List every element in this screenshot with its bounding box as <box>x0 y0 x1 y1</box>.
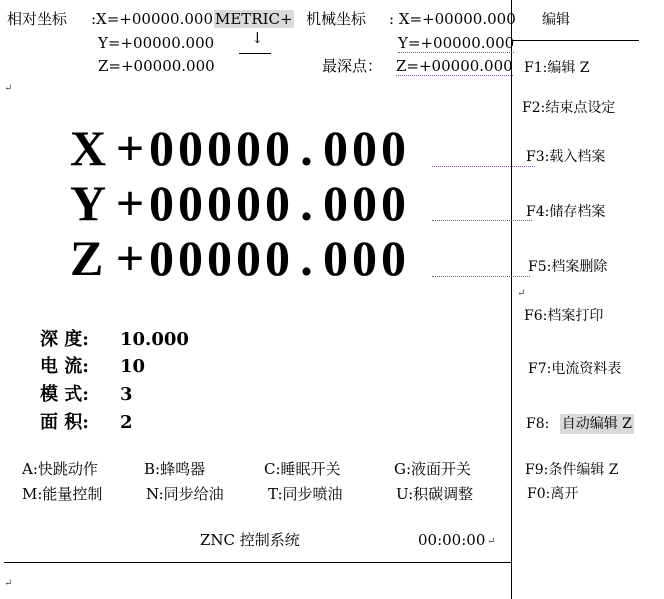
toggle-buzzer[interactable]: B:蜂鸣器 <box>144 460 206 478</box>
x-axis-label: X <box>70 120 109 176</box>
big-x-readout <box>70 122 409 174</box>
toggle-sleep[interactable]: C:睡眠开关 <box>264 460 341 478</box>
toggle-sync-oil-feed[interactable]: N:同步给油 <box>146 485 224 503</box>
paragraph-mark: ↵ <box>487 536 496 547</box>
digit-glyph: 0 <box>352 120 379 176</box>
menu-item-f1-edit-z[interactable]: F1:编辑 Z <box>524 60 590 76</box>
system-name: ZNC 控制系统 <box>200 531 300 549</box>
digit-glyph: 0 <box>178 230 205 286</box>
paragraph-mark: ↵ <box>4 578 13 589</box>
big-y-readout <box>70 177 409 229</box>
digit-glyph: 0 <box>352 230 379 286</box>
arrow-down-icon: ↓ <box>251 29 264 47</box>
z-digits <box>148 230 409 286</box>
depth-label: 深 度: <box>40 329 89 350</box>
toggle-sync-oil-spray[interactable]: T:同步喷油 <box>268 485 343 503</box>
dotted-connector <box>432 166 535 167</box>
digit-glyph: . <box>300 120 315 176</box>
toggle-quick-jump[interactable]: A:快跳动作 <box>22 460 98 478</box>
machine-x-value: : X=+00000.000 <box>389 10 516 28</box>
menu-title-rule <box>512 40 639 41</box>
menu-item-f6-print-file[interactable]: F6:档案打印 <box>524 308 604 324</box>
unit-mode-toggle[interactable]: METRIC+ <box>215 10 293 28</box>
digit-glyph: 0 <box>236 230 263 286</box>
relative-coords-label: 相对坐标 <box>7 10 68 28</box>
digit-glyph: 0 <box>207 175 234 231</box>
menu-item-f5-delete-file[interactable]: F5:档案删除 <box>528 259 608 275</box>
menu-item-f8-auto-edit-z[interactable] <box>526 415 634 433</box>
menu-item-f2-end-point[interactable]: F2:结束点设定 <box>522 100 616 116</box>
digit-glyph: 0 <box>265 175 292 231</box>
menu-item-f7-current-table[interactable]: F7:电流资料表 <box>528 361 622 377</box>
dotted-connector <box>432 220 532 221</box>
digit-glyph: 0 <box>323 175 350 231</box>
machine-y-value: Y=+00000.000 <box>398 34 515 52</box>
y-axis-label: Y <box>70 175 109 231</box>
relative-y-value: Y=+00000.000 <box>98 34 215 52</box>
digit-glyph: 0 <box>323 120 350 176</box>
digit-glyph: 0 <box>352 175 379 231</box>
digit-glyph: 0 <box>149 230 176 286</box>
area-value: 2 <box>120 412 133 433</box>
elapsed-timer: 00:00:00 <box>418 531 486 549</box>
digit-glyph: 0 <box>178 175 205 231</box>
relative-z-value: Z=+00000.000 <box>98 57 215 75</box>
z-sign: + <box>115 230 147 286</box>
y-sign: + <box>115 175 147 231</box>
mode-value: 3 <box>120 384 133 405</box>
digit-glyph: 0 <box>178 120 205 176</box>
digit-glyph: 0 <box>381 230 408 286</box>
current-value: 10 <box>120 356 146 377</box>
arrow-baseline <box>239 53 271 54</box>
digit-glyph: 0 <box>149 120 176 176</box>
digit-glyph: 0 <box>149 175 176 231</box>
deepest-z-value: Z=+00000.000 <box>396 57 513 75</box>
area-label: 面 积: <box>40 412 89 433</box>
footer-rule <box>4 562 511 563</box>
menu-item-f8-key: F8: <box>526 416 550 432</box>
paragraph-mark: ↵ <box>517 288 526 299</box>
menu-item-f4-save-file[interactable]: F4:储存档案 <box>526 204 606 220</box>
toggle-liquid-level[interactable]: G:液面开关 <box>394 460 472 478</box>
digit-glyph: 0 <box>207 230 234 286</box>
menu-item-f8-label: 自动编辑 Z <box>561 416 632 432</box>
digit-glyph: 0 <box>265 230 292 286</box>
z-axis-label: Z <box>70 230 106 286</box>
digit-glyph: 0 <box>381 175 408 231</box>
menu-item-f0-exit[interactable]: F0:离开 <box>527 486 579 502</box>
digit-glyph: 0 <box>236 120 263 176</box>
depth-value: 10.000 <box>120 329 189 350</box>
machine-coords-label: 机械坐标 <box>306 10 367 28</box>
current-label: 电 流: <box>40 356 89 377</box>
toggle-carbon-adjust[interactable]: U:积碳调整 <box>396 485 474 503</box>
vertical-divider <box>511 0 512 599</box>
toggle-energy-control[interactable]: M:能量控制 <box>22 485 103 503</box>
menu-item-f9-condition-edit-z[interactable]: F9:条件编辑 Z <box>525 462 619 478</box>
digit-glyph: 0 <box>381 120 408 176</box>
paragraph-mark: ↵ <box>4 83 13 94</box>
x-digits <box>148 120 409 176</box>
menu-title: 编辑 <box>542 12 570 28</box>
digit-glyph: 0 <box>236 175 263 231</box>
dotted-connector <box>432 276 530 277</box>
x-sign: + <box>115 120 147 176</box>
relative-x-value: :X=+00000.000 <box>91 10 213 28</box>
big-z-readout <box>70 232 409 284</box>
digit-glyph: . <box>300 175 315 231</box>
digit-glyph: 0 <box>207 120 234 176</box>
digit-glyph: . <box>300 230 315 286</box>
y-digits <box>148 175 409 231</box>
mode-label: 模 式: <box>40 384 89 405</box>
deepest-point-label: 最深点： <box>322 57 383 75</box>
menu-item-f3-load-file[interactable]: F3:载入档案 <box>526 149 606 165</box>
digit-glyph: 0 <box>323 230 350 286</box>
digit-glyph: 0 <box>265 120 292 176</box>
